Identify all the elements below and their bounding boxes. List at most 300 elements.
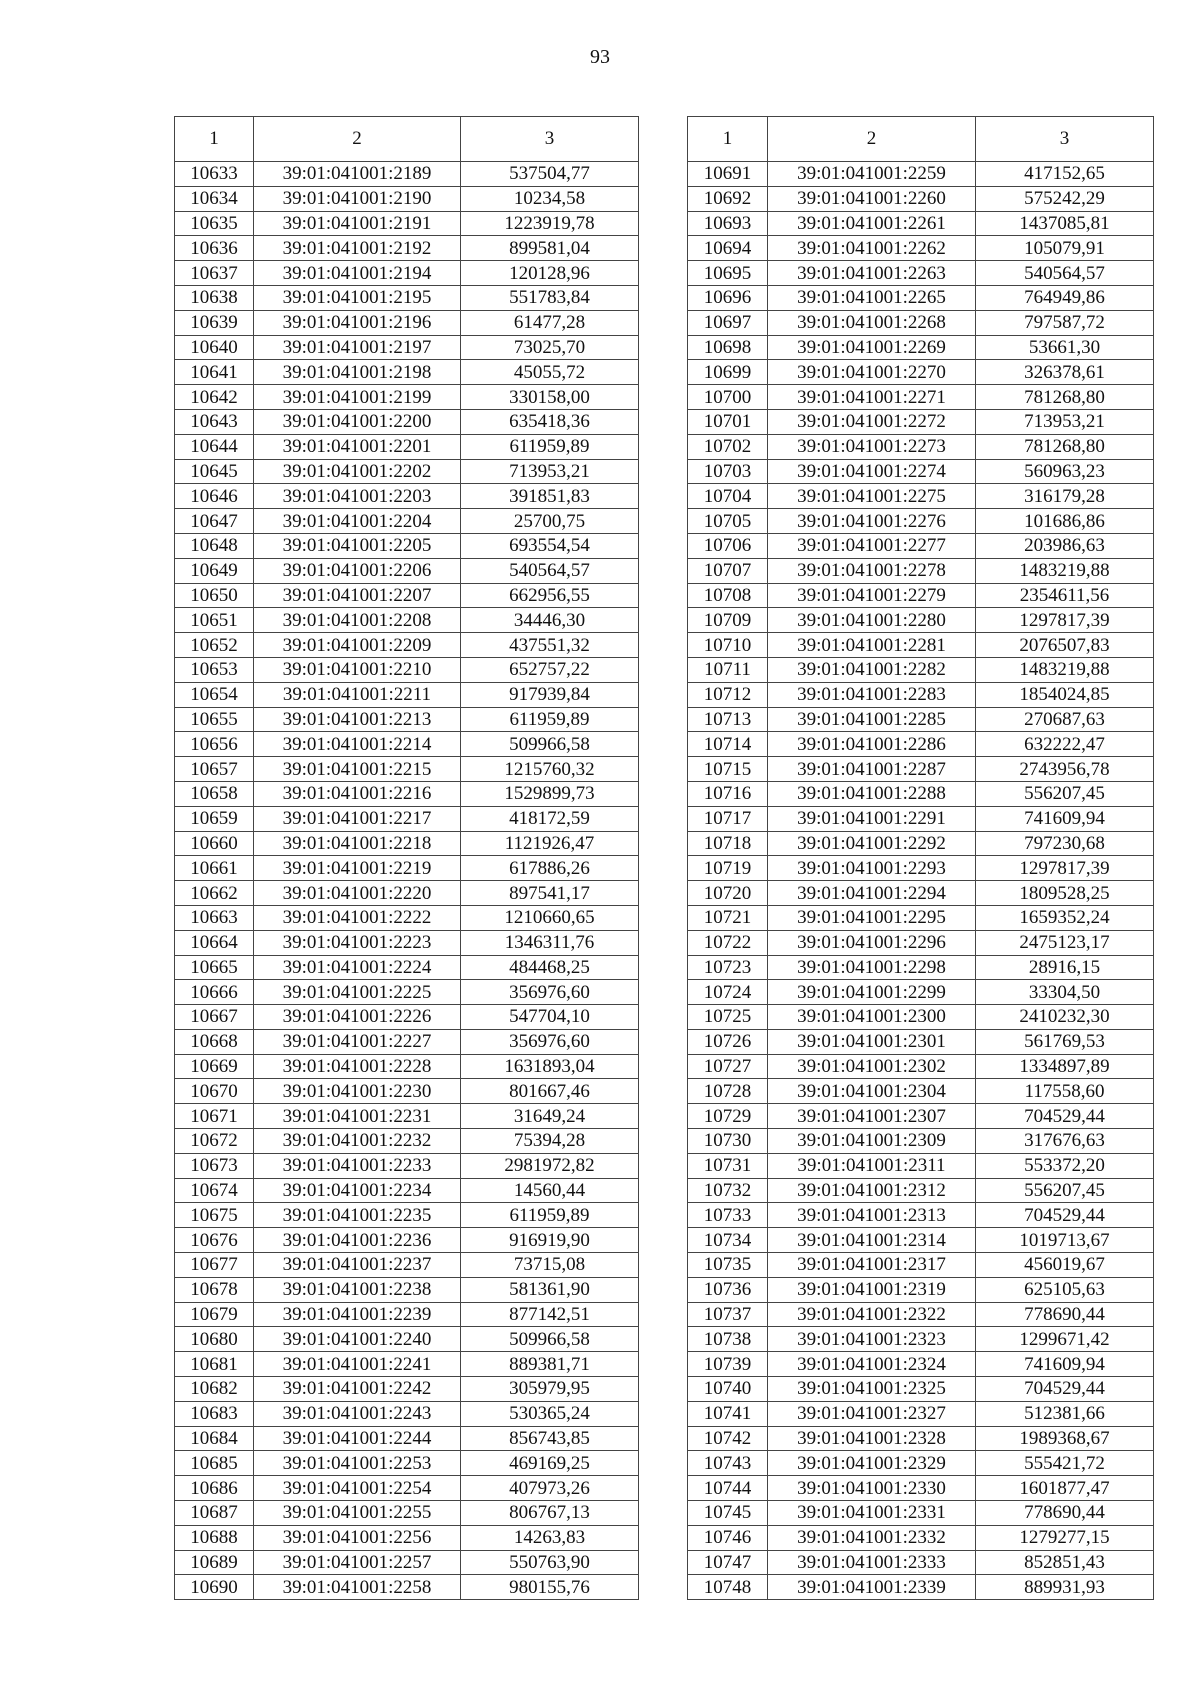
cadastral-number: 39:01:041001:2291: [768, 806, 976, 831]
cadastral-value: 856743,85: [461, 1426, 639, 1451]
cadastral-value: 2354611,56: [976, 583, 1154, 608]
cadastral-number: 39:01:041001:2210: [254, 657, 461, 682]
table-row: [688, 1029, 1154, 1054]
table-row: [688, 360, 1154, 385]
row-number: 10644: [175, 434, 254, 459]
table-row: [175, 459, 639, 484]
cadastral-value: 556207,45: [976, 781, 1154, 806]
cadastral-number: 39:01:041001:2274: [768, 459, 976, 484]
cadastral-value: 25700,75: [461, 509, 639, 534]
header-col-3: 3: [976, 117, 1154, 162]
row-number: 10633: [175, 162, 254, 187]
header-col-1: 1: [175, 117, 254, 162]
table-row: [688, 707, 1154, 732]
row-number: 10663: [175, 905, 254, 930]
cadastral-value: 117558,60: [976, 1079, 1154, 1104]
table-row: [175, 1253, 639, 1278]
cadastral-value: 33304,50: [976, 980, 1154, 1005]
cadastral-number: 39:01:041001:2222: [254, 905, 461, 930]
table-row: [175, 707, 639, 732]
cadastral-value: 2981972,82: [461, 1153, 639, 1178]
table-row: [175, 1550, 639, 1575]
cadastral-value: 75394,28: [461, 1129, 639, 1154]
row-number: 10707: [688, 558, 768, 583]
cadastral-value: 53661,30: [976, 335, 1154, 360]
table-row: [175, 484, 639, 509]
cadastral-number: 39:01:041001:2328: [768, 1426, 976, 1451]
cadastral-value: 611959,89: [461, 434, 639, 459]
row-number: 10667: [175, 1005, 254, 1030]
cadastral-value: 556207,45: [976, 1178, 1154, 1203]
table-row: [688, 781, 1154, 806]
cadastral-number: 39:01:041001:2275: [768, 484, 976, 509]
table-row: [175, 980, 639, 1005]
cadastral-value: 1809528,25: [976, 881, 1154, 906]
cadastral-number: 39:01:041001:2194: [254, 261, 461, 286]
table-row: [688, 1352, 1154, 1377]
cadastral-value: 1334897,89: [976, 1054, 1154, 1079]
row-number: 10682: [175, 1377, 254, 1402]
row-number: 10695: [688, 261, 768, 286]
table-row: [688, 1501, 1154, 1526]
cadastral-value: 704529,44: [976, 1377, 1154, 1402]
table-row: [175, 385, 639, 410]
cadastral-number: 39:01:041001:2324: [768, 1352, 976, 1377]
table-row: [175, 1228, 639, 1253]
cadastral-number: 39:01:041001:2298: [768, 955, 976, 980]
cadastral-value: 356976,60: [461, 1029, 639, 1054]
table-row: [175, 211, 639, 236]
cadastral-number: 39:01:041001:2285: [768, 707, 976, 732]
row-number: 10740: [688, 1377, 768, 1402]
table-row: [175, 905, 639, 930]
cadastral-number: 39:01:041001:2198: [254, 360, 461, 385]
row-number: 10730: [688, 1129, 768, 1154]
cadastral-value: 581361,90: [461, 1277, 639, 1302]
table-row: [688, 980, 1154, 1005]
cadastral-value: 1346311,76: [461, 930, 639, 955]
row-number: 10718: [688, 831, 768, 856]
table-row: [688, 633, 1154, 658]
cadastral-value: 1223919,78: [461, 211, 639, 236]
table-row: [688, 608, 1154, 633]
row-number: 10727: [688, 1054, 768, 1079]
cadastral-value: 61477,28: [461, 310, 639, 335]
table-row: [175, 236, 639, 261]
cadastral-value: 551783,84: [461, 285, 639, 310]
cadastral-number: 39:01:041001:2199: [254, 385, 461, 410]
cadastral-number: 39:01:041001:2240: [254, 1327, 461, 1352]
cadastral-number: 39:01:041001:2192: [254, 236, 461, 261]
cadastral-number: 39:01:041001:2265: [768, 285, 976, 310]
cadastral-value: 778690,44: [976, 1501, 1154, 1526]
row-number: 10658: [175, 781, 254, 806]
row-number: 10714: [688, 732, 768, 757]
row-number: 10748: [688, 1575, 768, 1600]
row-number: 10708: [688, 583, 768, 608]
cadastral-number: 39:01:041001:2206: [254, 558, 461, 583]
table-row: [688, 211, 1154, 236]
cadastral-number: 39:01:041001:2277: [768, 533, 976, 558]
cadastral-value: 662956,55: [461, 583, 639, 608]
table-row: [688, 236, 1154, 261]
row-number: 10664: [175, 930, 254, 955]
row-number: 10689: [175, 1550, 254, 1575]
header-col-2: 2: [254, 117, 461, 162]
cadastral-number: 39:01:041001:2196: [254, 310, 461, 335]
cadastral-value: 270687,63: [976, 707, 1154, 732]
cadastral-value: 897541,17: [461, 881, 639, 906]
cadastral-value: 625105,63: [976, 1277, 1154, 1302]
table-row: [688, 335, 1154, 360]
cadastral-number: 39:01:041001:2323: [768, 1327, 976, 1352]
table-row: [175, 633, 639, 658]
cadastral-number: 39:01:041001:2226: [254, 1005, 461, 1030]
table-row: [688, 955, 1154, 980]
cadastral-value: 512381,66: [976, 1401, 1154, 1426]
cadastral-value: 797587,72: [976, 310, 1154, 335]
cadastral-value: 469169,25: [461, 1451, 639, 1476]
cadastral-number: 39:01:041001:2219: [254, 856, 461, 881]
row-number: 10729: [688, 1104, 768, 1129]
row-number: 10741: [688, 1401, 768, 1426]
row-number: 10710: [688, 633, 768, 658]
cadastral-value: 704529,44: [976, 1203, 1154, 1228]
table-row: [688, 533, 1154, 558]
cadastral-value: 1210660,65: [461, 905, 639, 930]
row-number: 10637: [175, 261, 254, 286]
cadastral-value: 28916,15: [976, 955, 1154, 980]
row-number: 10700: [688, 385, 768, 410]
cadastral-value: 1854024,85: [976, 682, 1154, 707]
row-number: 10636: [175, 236, 254, 261]
row-number: 10736: [688, 1277, 768, 1302]
row-number: 10675: [175, 1203, 254, 1228]
cadastral-number: 39:01:041001:2271: [768, 385, 976, 410]
row-number: 10733: [688, 1203, 768, 1228]
row-number: 10725: [688, 1005, 768, 1030]
row-number: 10746: [688, 1525, 768, 1550]
cadastral-value: 781268,80: [976, 434, 1154, 459]
cadastral-value: 889381,71: [461, 1352, 639, 1377]
table-row: [688, 1525, 1154, 1550]
cadastral-number: 39:01:041001:2189: [254, 162, 461, 187]
row-number: 10702: [688, 434, 768, 459]
row-number: 10655: [175, 707, 254, 732]
cadastral-number: 39:01:041001:2200: [254, 409, 461, 434]
cadastral-value: 14263,83: [461, 1525, 639, 1550]
row-number: 10720: [688, 881, 768, 906]
cadastral-number: 39:01:041001:2209: [254, 633, 461, 658]
table-row: [688, 657, 1154, 682]
row-number: 10698: [688, 335, 768, 360]
cadastral-number: 39:01:041001:2214: [254, 732, 461, 757]
cadastral-value: 2743956,78: [976, 757, 1154, 782]
cadastral-number: 39:01:041001:2296: [768, 930, 976, 955]
cadastral-value: 801667,46: [461, 1079, 639, 1104]
cadastral-number: 39:01:041001:2204: [254, 509, 461, 534]
table-row: [175, 1327, 639, 1352]
table-row: [688, 484, 1154, 509]
cadastral-value: 1279277,15: [976, 1525, 1154, 1550]
cadastral-number: 39:01:041001:2311: [768, 1153, 976, 1178]
cadastral-number: 39:01:041001:2307: [768, 1104, 976, 1129]
row-number: 10739: [688, 1352, 768, 1377]
cadastral-number: 39:01:041001:2269: [768, 335, 976, 360]
cadastral-number: 39:01:041001:2218: [254, 831, 461, 856]
cadastral-number: 39:01:041001:2313: [768, 1203, 976, 1228]
cadastral-value: 980155,76: [461, 1575, 639, 1600]
table-row: [175, 310, 639, 335]
cadastral-value: 356976,60: [461, 980, 639, 1005]
cadastral-value: 917939,84: [461, 682, 639, 707]
row-number: 10715: [688, 757, 768, 782]
cadastral-number: 39:01:041001:2304: [768, 1079, 976, 1104]
table-row: [688, 1550, 1154, 1575]
row-number: 10666: [175, 980, 254, 1005]
cadastral-value: 437551,32: [461, 633, 639, 658]
row-number: 10677: [175, 1253, 254, 1278]
table-row: [175, 1054, 639, 1079]
cadastral-value: 806767,13: [461, 1501, 639, 1526]
row-number: 10679: [175, 1302, 254, 1327]
row-number: 10646: [175, 484, 254, 509]
cadastral-number: 39:01:041001:2207: [254, 583, 461, 608]
row-number: 10641: [175, 360, 254, 385]
table-row: [175, 558, 639, 583]
cadastral-value: 45055,72: [461, 360, 639, 385]
cadastral-value: 1631893,04: [461, 1054, 639, 1079]
cadastral-number: 39:01:041001:2325: [768, 1377, 976, 1402]
table-row: [175, 856, 639, 881]
cadastral-number: 39:01:041001:2211: [254, 682, 461, 707]
cadastral-value: 317676,63: [976, 1129, 1154, 1154]
table-row: [175, 806, 639, 831]
left-table: [174, 116, 639, 1600]
cadastral-value: 34446,30: [461, 608, 639, 633]
row-number: 10712: [688, 682, 768, 707]
cadastral-number: 39:01:041001:2273: [768, 434, 976, 459]
row-number: 10645: [175, 459, 254, 484]
cadastral-number: 39:01:041001:2215: [254, 757, 461, 782]
cadastral-number: 39:01:041001:2232: [254, 1129, 461, 1154]
cadastral-number: 39:01:041001:2263: [768, 261, 976, 286]
cadastral-value: 547704,10: [461, 1005, 639, 1030]
cadastral-number: 39:01:041001:2190: [254, 186, 461, 211]
row-number: 10665: [175, 955, 254, 980]
cadastral-value: 877142,51: [461, 1302, 639, 1327]
cadastral-value: 852851,43: [976, 1550, 1154, 1575]
row-number: 10684: [175, 1426, 254, 1451]
cadastral-number: 39:01:041001:2254: [254, 1476, 461, 1501]
table-row: [688, 1253, 1154, 1278]
row-number: 10717: [688, 806, 768, 831]
row-number: 10701: [688, 409, 768, 434]
row-number: 10728: [688, 1079, 768, 1104]
cadastral-number: 39:01:041001:2197: [254, 335, 461, 360]
cadastral-value: 31649,24: [461, 1104, 639, 1129]
cadastral-value: 713953,21: [976, 409, 1154, 434]
table-row: [688, 881, 1154, 906]
table-row: [688, 1129, 1154, 1154]
cadastral-number: 39:01:041001:2270: [768, 360, 976, 385]
cadastral-number: 39:01:041001:2302: [768, 1054, 976, 1079]
cadastral-number: 39:01:041001:2202: [254, 459, 461, 484]
row-number: 10657: [175, 757, 254, 782]
row-number: 10680: [175, 1327, 254, 1352]
cadastral-value: 781268,80: [976, 385, 1154, 410]
right-table-body: [688, 162, 1154, 1600]
cadastral-number: 39:01:041001:2276: [768, 509, 976, 534]
cadastral-number: 39:01:041001:2223: [254, 930, 461, 955]
cadastral-number: 39:01:041001:2230: [254, 1079, 461, 1104]
row-number: 10692: [688, 186, 768, 211]
table-row: [688, 1079, 1154, 1104]
table-row: [688, 1377, 1154, 1402]
header-col-3: 3: [461, 117, 639, 162]
table-row: [175, 1104, 639, 1129]
cadastral-number: 39:01:041001:2220: [254, 881, 461, 906]
cadastral-number: 39:01:041001:2213: [254, 707, 461, 732]
row-number: 10691: [688, 162, 768, 187]
row-number: 10690: [175, 1575, 254, 1600]
cadastral-value: 1121926,47: [461, 831, 639, 856]
table-row: [688, 261, 1154, 286]
row-number: 10719: [688, 856, 768, 881]
cadastral-value: 1437085,81: [976, 211, 1154, 236]
cadastral-value: 1529899,73: [461, 781, 639, 806]
table-row: [688, 1178, 1154, 1203]
table-row: [688, 1228, 1154, 1253]
table-row: [175, 1277, 639, 1302]
table-row: [175, 1129, 639, 1154]
cadastral-value: 305979,95: [461, 1377, 639, 1402]
cadastral-number: 39:01:041001:2331: [768, 1501, 976, 1526]
cadastral-number: 39:01:041001:2301: [768, 1029, 976, 1054]
right-table: [687, 116, 1154, 1600]
cadastral-number: 39:01:041001:2300: [768, 1005, 976, 1030]
row-number: 10735: [688, 1253, 768, 1278]
cadastral-number: 39:01:041001:2205: [254, 533, 461, 558]
table-row: [175, 162, 639, 187]
row-number: 10709: [688, 608, 768, 633]
cadastral-number: 39:01:041001:2329: [768, 1451, 976, 1476]
table-row: [175, 1153, 639, 1178]
table-row: [175, 1451, 639, 1476]
table-row: [688, 1451, 1154, 1476]
row-number: 10703: [688, 459, 768, 484]
table-row: [175, 608, 639, 633]
table-row: [175, 1029, 639, 1054]
row-number: 10671: [175, 1104, 254, 1129]
cadastral-value: 899581,04: [461, 236, 639, 261]
cadastral-value: 540564,57: [976, 261, 1154, 286]
cadastral-value: 575242,29: [976, 186, 1154, 211]
table-row: [175, 1426, 639, 1451]
cadastral-value: 73025,70: [461, 335, 639, 360]
cadastral-number: 39:01:041001:2231: [254, 1104, 461, 1129]
cadastral-value: 330158,00: [461, 385, 639, 410]
cadastral-number: 39:01:041001:2234: [254, 1178, 461, 1203]
cadastral-number: 39:01:041001:2227: [254, 1029, 461, 1054]
cadastral-value: 741609,94: [976, 806, 1154, 831]
table-row: [688, 1426, 1154, 1451]
row-number: 10660: [175, 831, 254, 856]
row-number: 10731: [688, 1153, 768, 1178]
row-number: 10648: [175, 533, 254, 558]
table-row: [688, 682, 1154, 707]
cadastral-number: 39:01:041001:2278: [768, 558, 976, 583]
cadastral-number: 39:01:041001:2294: [768, 881, 976, 906]
cadastral-value: 1215760,32: [461, 757, 639, 782]
table-row: [688, 583, 1154, 608]
row-number: 10639: [175, 310, 254, 335]
cadastral-number: 39:01:041001:2314: [768, 1228, 976, 1253]
cadastral-value: 105079,91: [976, 236, 1154, 261]
cadastral-number: 39:01:041001:2228: [254, 1054, 461, 1079]
cadastral-value: 611959,89: [461, 1203, 639, 1228]
row-number: 10732: [688, 1178, 768, 1203]
cadastral-value: 1989368,67: [976, 1426, 1154, 1451]
cadastral-value: 73715,08: [461, 1253, 639, 1278]
cadastral-value: 704529,44: [976, 1104, 1154, 1129]
table-row: [175, 1178, 639, 1203]
table-row: [688, 1302, 1154, 1327]
cadastral-value: 611959,89: [461, 707, 639, 732]
row-number: 10721: [688, 905, 768, 930]
table-row: [175, 682, 639, 707]
cadastral-value: 1297817,39: [976, 608, 1154, 633]
cadastral-number: 39:01:041001:2238: [254, 1277, 461, 1302]
cadastral-value: 101686,86: [976, 509, 1154, 534]
cadastral-number: 39:01:041001:2339: [768, 1575, 976, 1600]
cadastral-value: 10234,58: [461, 186, 639, 211]
cadastral-number: 39:01:041001:2255: [254, 1501, 461, 1526]
row-number: 10673: [175, 1153, 254, 1178]
cadastral-value: 632222,47: [976, 732, 1154, 757]
row-number: 10681: [175, 1352, 254, 1377]
cadastral-value: 1299671,42: [976, 1327, 1154, 1352]
row-number: 10650: [175, 583, 254, 608]
table-row: [175, 360, 639, 385]
cadastral-number: 39:01:041001:2239: [254, 1302, 461, 1327]
table-row: [175, 1476, 639, 1501]
table-row: [175, 1203, 639, 1228]
table-row: [688, 1327, 1154, 1352]
table-row: [175, 831, 639, 856]
table-row: [688, 806, 1154, 831]
cadastral-number: 39:01:041001:2201: [254, 434, 461, 459]
cadastral-value: 916919,90: [461, 1228, 639, 1253]
row-number: 10737: [688, 1302, 768, 1327]
cadastral-number: 39:01:041001:2327: [768, 1401, 976, 1426]
header-col-2: 2: [768, 117, 976, 162]
cadastral-number: 39:01:041001:2293: [768, 856, 976, 881]
cadastral-number: 39:01:041001:2191: [254, 211, 461, 236]
row-number: 10635: [175, 211, 254, 236]
table-row: [175, 881, 639, 906]
cadastral-value: 560963,23: [976, 459, 1154, 484]
row-number: 10693: [688, 211, 768, 236]
cadastral-value: 889931,93: [976, 1575, 1154, 1600]
row-number: 10672: [175, 1129, 254, 1154]
cadastral-number: 39:01:041001:2217: [254, 806, 461, 831]
cadastral-value: 484468,25: [461, 955, 639, 980]
table-row: [175, 533, 639, 558]
table-row: [688, 162, 1154, 187]
cadastral-value: 652757,22: [461, 657, 639, 682]
table-row: [688, 1104, 1154, 1129]
